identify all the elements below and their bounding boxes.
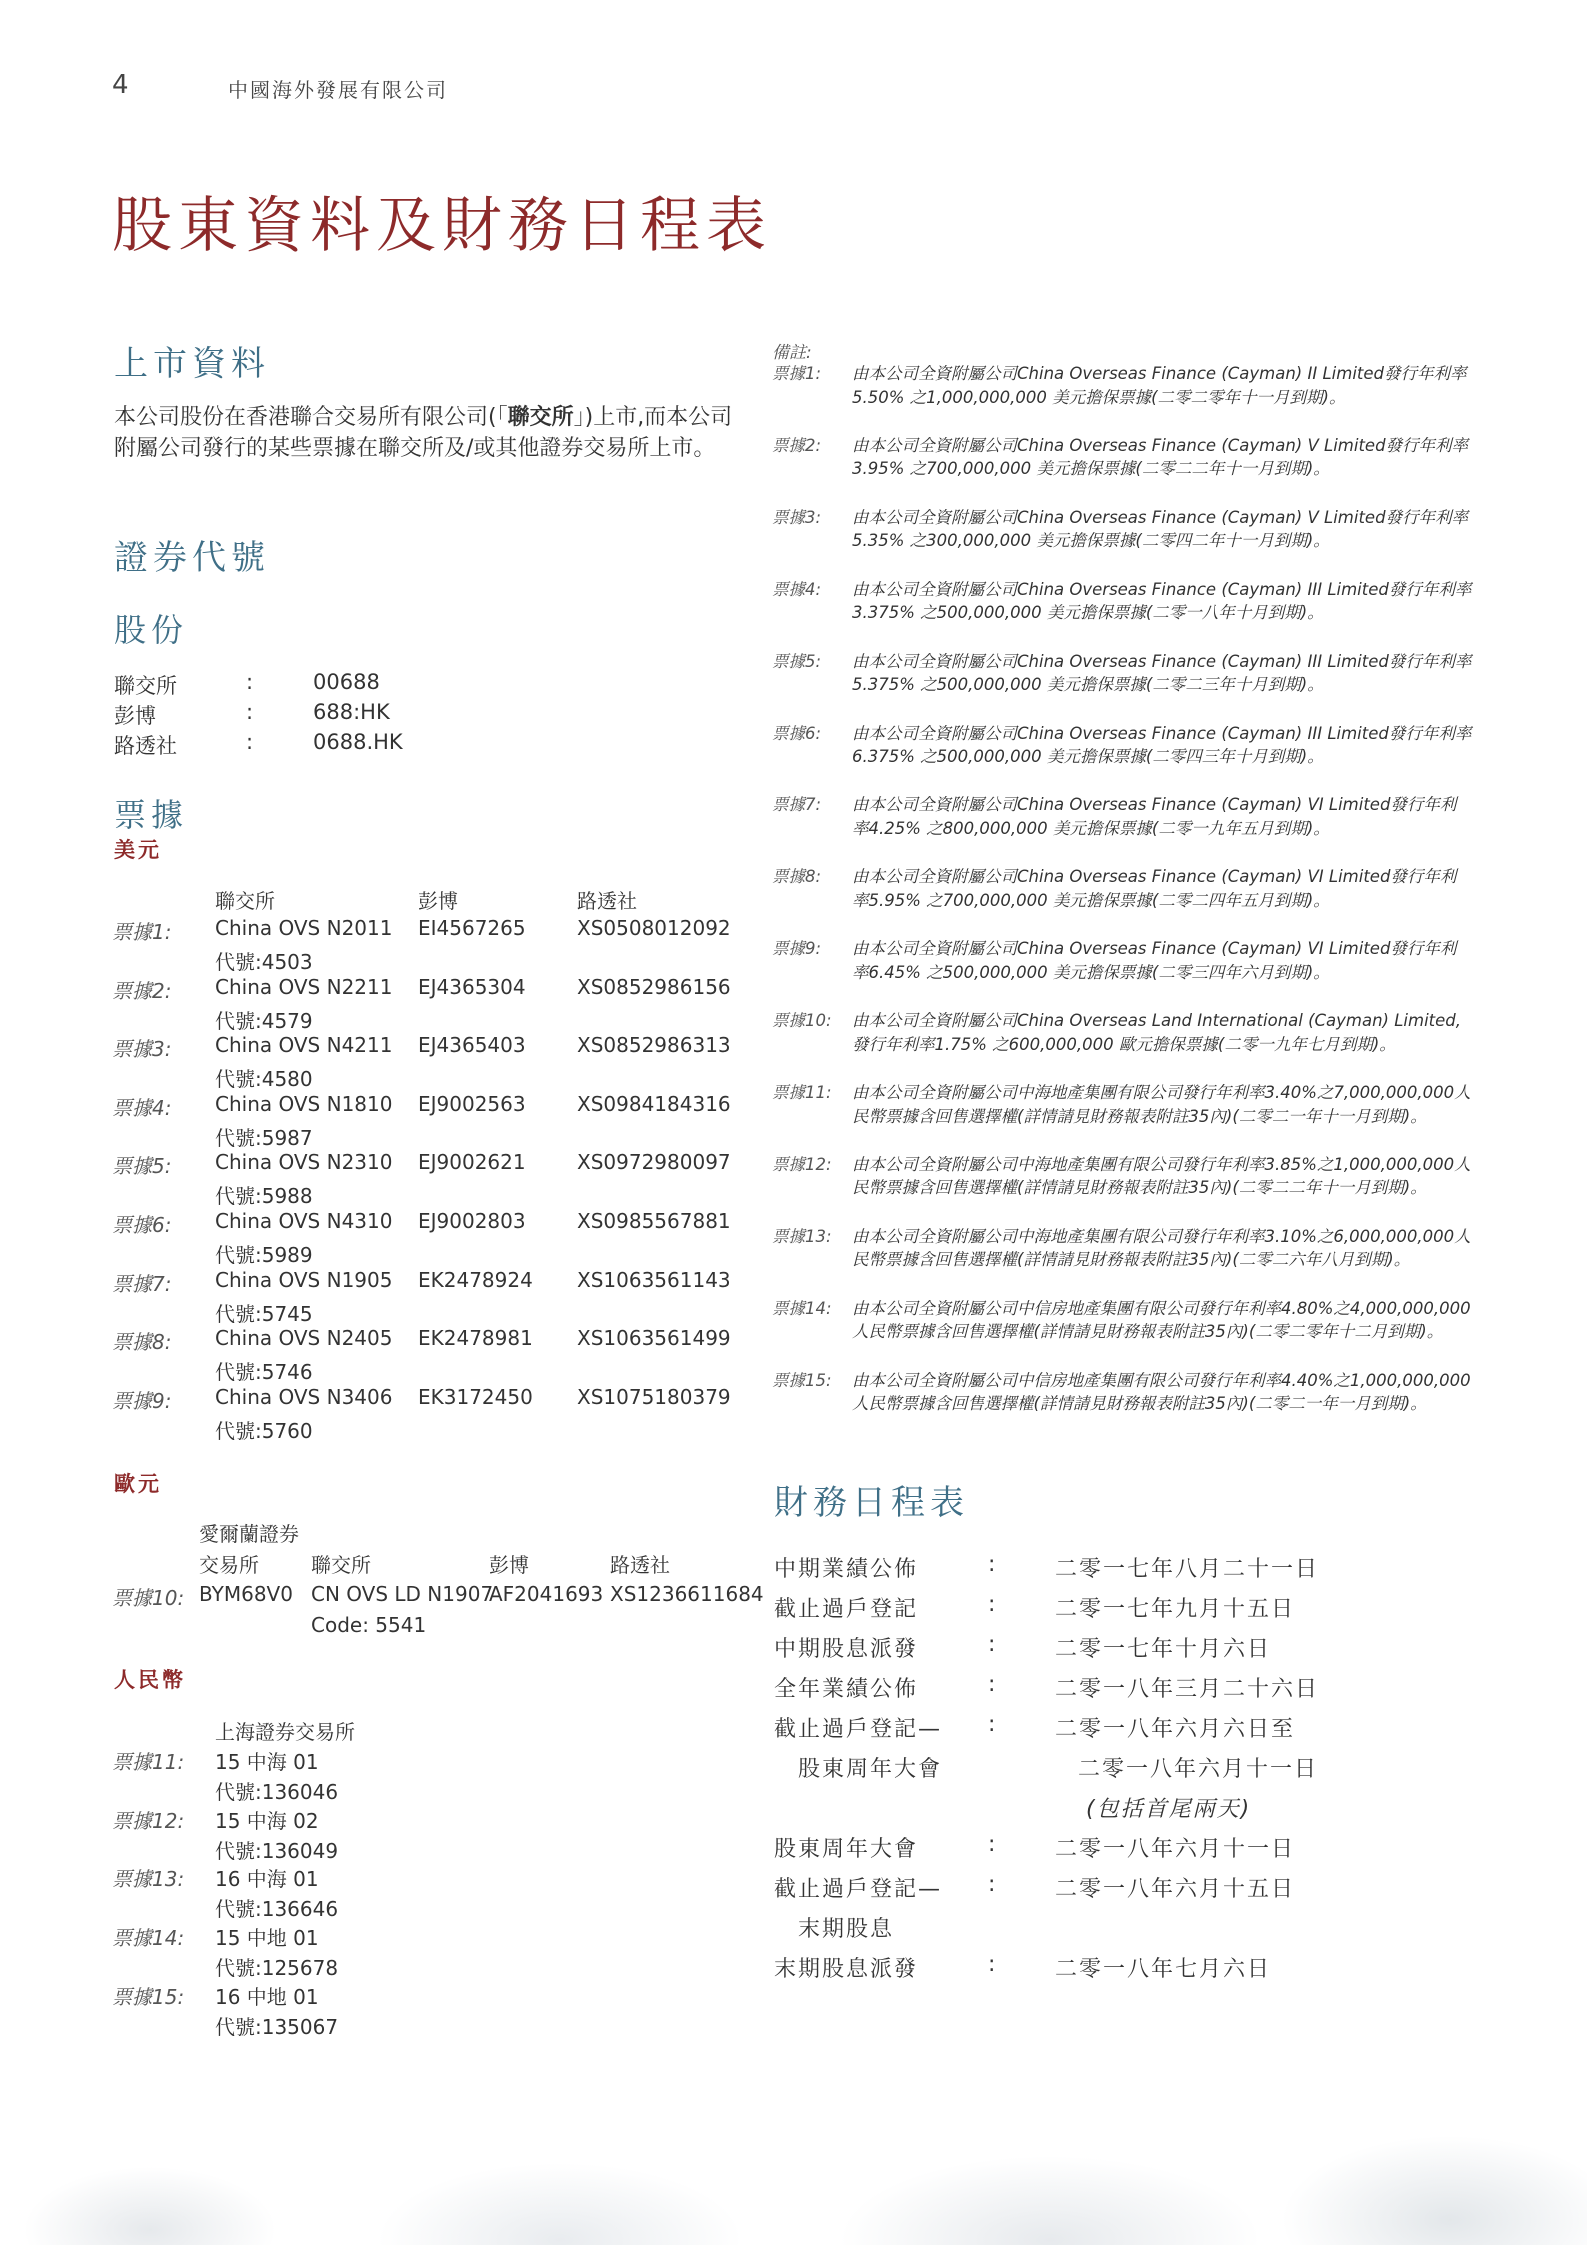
note-reuters: XS0852986313 [577,1033,731,1058]
note-hkex-name: CN OVS LD N1907 [311,1582,494,1606]
remark-label: 票據7: [772,795,822,815]
rmb-currency: 人民幣 [114,1668,186,1692]
calendar-label-cont: 股東周年大會 [798,1757,943,1782]
calendar-label: 中期業績公佈 [774,1557,919,1582]
note-label: 票據7: [112,1271,172,1296]
note-bloomberg: EJ4365403 [418,1033,526,1058]
calendar-value: 二零一八年三月二十六日 [1055,1677,1320,1702]
calendar-value: 二零一八年六月十一日 [1055,1837,1296,1862]
remark-text: 由本公司全資附屬公司China Overseas Finance (Cayman) VI Limited發行年利率6.45% 之500,000,000 美元擔保票據(二零三四年六月到期)。 [852,939,1457,982]
remark-item [772,865,1472,912]
note-sse-name: 15 中地 01 [215,1926,319,1951]
col-reuters: 路透社 [577,889,637,913]
note-label: 票據13: [112,1867,185,1892]
note-hkex-code: 代號:5745 [215,1301,313,1326]
remark-text: 由本公司全資附屬公司中海地產集團有限公司發行年利率3.10%之6,000,000,000人民幣票據含回售選擇權(詳情請見財務報表附註35內)(二零二六年八月到期)。 [852,1226,1471,1270]
note-label: 票據9: [112,1388,172,1413]
remark-text: 由本公司全資附屬公司China Overseas Finance (Cayman) V Limited發行年利率3.95% 之700,000,000 美元擔保票據(二零二二年十一月到期)。 [852,435,1469,479]
calendar-value: 二零一七年八月二十一日 [1055,1557,1320,1582]
note-label: 票據1: [112,920,172,944]
col-hkex: 聯交所 [311,1553,371,1577]
company-name: 中國海外發展有限公司 [228,78,448,102]
note-hkex-name: China OVS N1810 [215,1091,393,1116]
col-bloomberg: 彭博 [489,1553,529,1577]
note-sse-name: 16 中地 01 [215,1984,319,2009]
calendar-value: 二零一八年六月十五日 [1055,1877,1296,1902]
listing-heading: 上市資料 [114,344,270,384]
hkex-term: 聯交所 [507,405,574,430]
remark-text: 由本公司全資附屬公司China Overseas Finance (Cayman) III Limited發行年利率5.375% 之500,000,000 美元擔保票據(二零二三年十月到期)。 [852,651,1472,695]
calendar-sep: : [988,1592,998,1617]
note-reuters: XS1236611684 [610,1582,764,1606]
note-label: 票據3: [112,1037,172,1062]
calendar-sep: : [988,1712,998,1737]
remark-label: 票據2: [772,435,822,455]
remark-text: 由本公司全資附屬公司中海地產集團有限公司發行年利率3.40%之7,000,000,000人民幣票據含回售選擇權(詳情請見財務報表附註35內)(二零二一年十一月到期)。 [852,1083,1471,1126]
col-sse: 上海證券交易所 [215,1720,355,1744]
remark-label: 票據4: [772,579,822,599]
col-irish-1: 愛爾蘭證券 [199,1522,299,1546]
calendar-label: 截止過戶登記— [774,1877,943,1902]
note-bloomberg: EJ4365304 [418,974,526,999]
note-reuters: XS0985567881 [577,1209,731,1233]
calendar-label-cont: 末期股息 [798,1917,895,1942]
share-row-value: 688:HK [313,700,390,724]
col-reuters: 路透社 [610,1553,670,1577]
calendar-label: 截止過戶登記 [774,1597,919,1622]
col-bloomberg: 彭博 [418,889,458,913]
securities-heading: 證券代號 [114,538,270,578]
col-irish-2: 交易所 [199,1553,259,1577]
note-irish-code: BYM68V0 [199,1582,293,1606]
note-hkex-code: 代號:5746 [215,1360,313,1385]
note-reuters: XS0852986156 [577,974,731,999]
note-sse-code: 代號:136046 [215,1780,339,1804]
calendar-label: 截止過戶登記— [774,1717,943,1742]
calendar-sep: : [988,1872,998,1897]
share-row-value: 0688.HK [313,730,403,754]
remark-label: 票據13: [772,1226,832,1246]
calendar-value-note: (包括首尾兩天) [1086,1797,1252,1822]
remark-item [772,362,1472,409]
calendar-value: 二零一七年十月六日 [1055,1637,1272,1662]
note-hkex-name: China OVS N3406 [215,1384,393,1409]
note-hkex-code: 代號:5760 [215,1418,313,1443]
note-label: 票據12: [112,1808,185,1833]
note-bloomberg: EI4567265 [418,916,526,940]
note-label: 票據11: [112,1750,185,1774]
note-reuters: XS1063561499 [577,1326,731,1351]
remarks-heading: 備註: [772,343,812,363]
share-row-sep: : [246,730,254,754]
calendar-sep: : [988,1832,998,1857]
calendar-value-cont: 二零一八年六月十一日 [1078,1757,1319,1782]
page-title: 股東資料及財務日程表 [112,191,772,261]
remark-item [772,1009,1472,1056]
remark-item [772,1081,1472,1128]
decorative-footer-pattern [0,2090,1587,2245]
remark-text: 由本公司全資附屬公司China Overseas Finance (Cayman) V Limited發行年利率5.35% 之300,000,000 美元擔保票據(二零四二年十一月到期)。 [852,507,1469,551]
note-sse-name: 16 中海 01 [215,1867,319,1892]
note-sse-code: 代號:135067 [215,2014,339,2039]
remark-item [772,793,1472,840]
note-reuters: XS0508012092 [577,916,731,940]
remark-text: 由本公司全資附屬公司中信房地產集團有限公司發行年利率4.80%之4,000,000,000人民幣票據含回售選擇權(詳情請見財務報表附註35內)(二零二零年十二月到期)。 [852,1298,1471,1342]
remark-item [772,1153,1472,1200]
note-hkex-code: Code: 5541 [311,1613,427,1637]
note-label: 票據8: [112,1330,172,1355]
note-bloomberg: AF2041693 [489,1582,604,1606]
remark-text: 由本公司全資附屬公司中信房地產集團有限公司發行年利率4.40%之1,000,000,000人民幣票據含回售選擇權(詳情請見財務報表附註35內)(二零二一年一月到期)。 [852,1370,1471,1414]
calendar-label: 股東周年大會 [774,1837,919,1862]
note-hkex-name: China OVS N2310 [215,1150,393,1175]
note-hkex-code: 代號:4503 [215,950,313,974]
calendar-label: 中期股息派發 [774,1637,919,1662]
note-bloomberg: EK2478924 [418,1267,533,1292]
remark-item [772,506,1472,553]
note-hkex-name: China OVS N2405 [215,1326,393,1351]
note-sse-name: 15 中海 01 [215,1750,319,1774]
remark-text: 由本公司全資附屬公司China Overseas Finance (Cayman) VI Limited發行年利率4.25% 之800,000,000 美元擔保票據(二零一九年五月到期)。 [852,795,1457,838]
note-reuters: XS1063561143 [577,1267,731,1292]
note-bloomberg: EK3172450 [418,1384,533,1409]
calendar-sep: : [988,1632,998,1657]
listing-intro: 本公司股份在香港聯合交易所有限公司(「聯交所」)上市,而本公司附屬公司發行的某些票據在聯交所及/或其他證券交易所上市。 [114,405,733,461]
note-reuters: XS0972980097 [577,1150,731,1175]
calendar-value: 二零一八年六月六日至 [1055,1717,1296,1742]
remark-label: 票據15: [772,1370,832,1390]
note-label: 票據2: [112,978,172,1003]
shares-heading: 股份 [114,611,189,649]
note-bloomberg: EJ9002803 [418,1209,526,1233]
note-hkex-code: 代號:4579 [215,1008,313,1033]
note-hkex-name: China OVS N1905 [215,1267,393,1292]
share-row-label: 路透社 [114,734,177,758]
note-label: 票據14: [112,1926,185,1951]
note-hkex-name: China OVS N4211 [215,1033,393,1058]
page-number: 4 [112,70,129,100]
remark-label: 票據3: [772,507,822,527]
note-sse-code: 代號:125678 [215,1956,339,1981]
remark-item [772,578,1472,625]
calendar-label: 末期股息派發 [774,1957,919,1982]
calendar-sep: : [988,1552,998,1577]
note-bloomberg: EK2478981 [418,1326,533,1351]
calendar-heading: 財務日程表 [774,1483,969,1523]
remark-label: 票據9: [772,939,822,959]
remark-item [772,722,1472,769]
note-bloomberg: EJ9002563 [418,1091,526,1116]
note-label: 票據15: [112,1984,185,2009]
remark-text: 由本公司全資附屬公司China Overseas Finance (Cayman) II Limited發行年利率5.50% 之1,000,000,000 美元擔保票據(二零二零年十一月到期)。 [852,364,1467,407]
remark-text: 由本公司全資附屬公司China Overseas Finance (Cayman) III Limited發行年利率6.375% 之500,000,000 美元擔保票據(二零四三年十月到期)。 [852,723,1472,766]
remark-text: 由本公司全資附屬公司China Overseas Finance (Cayman) III Limited發行年利率3.375% 之500,000,000 美元擔保票據(二零一八年十月到期)。 [852,579,1472,623]
remark-item [772,1225,1472,1272]
note-label: 票據10: [112,1586,185,1610]
remark-label: 票據8: [772,867,822,887]
note-sse-name: 15 中海 02 [215,1808,319,1833]
remark-text: 由本公司全資附屬公司China Overseas Finance (Cayman) VI Limited發行年利率5.95% 之700,000,000 美元擔保票據(二零二四年五月到期)。 [852,867,1457,910]
note-hkex-name: China OVS N2211 [215,974,393,999]
note-reuters: XS0984184316 [577,1091,731,1116]
share-row-value: 00688 [313,670,380,694]
remark-label: 票據14: [772,1298,832,1318]
note-label: 票據6: [112,1213,172,1237]
share-row-label: 聯交所 [114,674,177,698]
remark-label: 票據1: [772,364,822,383]
share-row-sep: : [246,670,254,694]
usd-currency: 美元 [114,838,162,862]
remark-item [772,1297,1472,1344]
note-label: 票據5: [112,1154,172,1179]
remark-label: 票據12: [772,1154,832,1174]
remark-item [772,650,1472,697]
share-row-label: 彭博 [114,704,156,728]
note-bloomberg: EJ9002621 [418,1150,526,1175]
note-label: 票據4: [112,1095,172,1120]
remark-text: 由本公司全資附屬公司中海地產集團有限公司發行年利率3.85%之1,000,000,000人民幣票據含回售選擇權(詳情請見財務報表附註35內)(二零二二年十一月到期)。 [852,1154,1471,1198]
calendar-value: 二零一八年七月六日 [1055,1957,1272,1982]
remark-label: 票據11: [772,1083,832,1102]
remark-label: 票據10: [772,1011,832,1031]
notes-heading: 票據 [114,796,189,834]
remark-item [772,937,1472,984]
remark-item [772,434,1472,481]
remark-label: 票據6: [772,723,822,743]
eur-currency: 歐元 [114,1472,162,1496]
remark-label: 票據5: [772,651,822,671]
note-sse-code: 代號:136646 [215,1897,339,1922]
share-row-sep: : [246,700,254,724]
remark-text: 由本公司全資附屬公司China Overseas Land International (Cayman) Limited,發行年利率1.75% 之600,000,000 歐元擔保票據(二零一九年七月到期)。 [852,1011,1462,1054]
note-hkex-code: 代號:5988 [215,1184,313,1209]
note-sse-code: 代號:136049 [215,1838,339,1863]
note-hkex-code: 代號:4580 [215,1067,313,1092]
note-hkex-name: China OVS N4310 [215,1209,393,1233]
calendar-sep: : [988,1952,998,1977]
note-reuters: XS1075180379 [577,1384,731,1409]
note-hkex-code: 代號:5987 [215,1125,313,1150]
note-hkex-code: 代號:5989 [215,1243,313,1267]
calendar-value: 二零一七年九月十五日 [1055,1597,1296,1622]
col-hkex: 聯交所 [215,889,275,913]
calendar-label: 全年業績公佈 [774,1677,919,1702]
calendar-sep: : [988,1672,998,1697]
note-hkex-name: China OVS N2011 [215,916,393,940]
remark-item [772,1369,1472,1416]
